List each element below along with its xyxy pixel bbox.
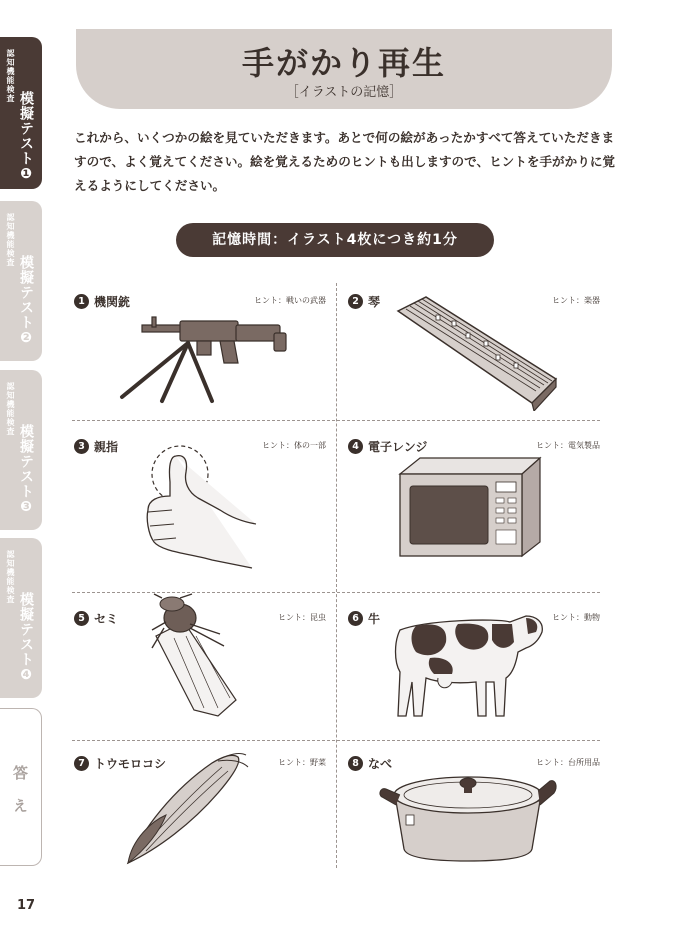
cow-illustration	[386, 612, 556, 722]
memory-time-badge: 記憶時間：イラスト4枚につき約1分	[176, 223, 494, 257]
item-hint: ヒント：野菜	[278, 758, 326, 767]
item-name: 親指	[94, 440, 119, 454]
item-card-4	[346, 428, 608, 578]
item-hint: ヒント：動物	[552, 613, 600, 622]
item-hint: ヒント：体の一部	[262, 441, 326, 450]
side-tab-answers[interactable]	[0, 708, 42, 866]
item-number-badge: 1	[74, 294, 89, 309]
item-name: セミ	[94, 612, 119, 626]
item-card-6	[346, 600, 608, 750]
item-name: トウモロコシ	[94, 757, 167, 771]
item-hint: ヒント：昆虫	[278, 613, 326, 622]
side-tab-mock-test-1[interactable]	[0, 37, 42, 189]
item-number-badge: 3	[74, 439, 89, 454]
thumb-illustration	[132, 442, 262, 577]
page-subtitle: ［イラストの記憶］	[285, 85, 403, 100]
tab-title: 模擬テスト❹	[18, 592, 34, 684]
tab-title: 模擬テスト❸	[18, 424, 34, 516]
item-name: 機関銃	[94, 295, 131, 309]
item-number-badge: 5	[74, 611, 89, 626]
side-tab-mock-test-2[interactable]	[0, 201, 42, 361]
side-tab-mock-test-4[interactable]	[0, 538, 42, 698]
item-number-badge: 8	[348, 756, 363, 771]
tab-category-label: 認知機能検査	[6, 550, 15, 604]
page-title: 手がかり再生	[241, 44, 446, 82]
pot-illustration	[376, 757, 561, 862]
tab-category-label: 認知機能検査	[6, 49, 15, 103]
item-number-badge: 7	[74, 756, 89, 771]
item-hint: ヒント：電気製品	[536, 441, 600, 450]
page-header	[76, 29, 612, 109]
tab-category-label: 認知機能検査	[6, 213, 15, 267]
grid-divider-vertical	[336, 283, 337, 868]
corn-illustration	[122, 749, 252, 867]
item-hint: ヒント：楽器	[552, 296, 600, 305]
tab-answer-label: 答え	[11, 765, 29, 831]
item-hint: ヒント：台所用品	[536, 758, 600, 767]
item-name: なべ	[368, 757, 393, 771]
item-name: 牛	[368, 612, 381, 626]
item-card-3	[72, 428, 334, 578]
microwave-illustration	[398, 456, 543, 561]
tab-category-label: 認知機能検査	[6, 382, 15, 436]
item-card-1	[72, 283, 334, 433]
tab-title: 模擬テスト❶	[18, 91, 34, 183]
item-hint: ヒント：戦いの武器	[254, 296, 326, 305]
item-card-2	[346, 283, 608, 433]
item-card-5	[72, 600, 334, 750]
item-card-8	[346, 745, 608, 895]
item-name: 琴	[368, 295, 381, 309]
side-tab-mock-test-3[interactable]	[0, 370, 42, 530]
cicada-illustration	[134, 592, 254, 722]
item-number-badge: 2	[348, 294, 363, 309]
machine-gun-illustration	[112, 311, 292, 406]
item-card-7	[72, 745, 334, 895]
page-number: 17	[17, 898, 36, 913]
tab-title: 模擬テスト❷	[18, 255, 34, 347]
item-number-badge: 6	[348, 611, 363, 626]
koto-illustration	[396, 291, 561, 411]
intro-text: これから、いくつかの絵を見ていただきます。あとで何の絵があったかすべて答えていただきますので、よく覚えてください。絵を覚えるためのヒントも出しますので、ヒントを手がかりに覚えるようにしてください。	[74, 130, 616, 193]
item-name: 電子レンジ	[368, 440, 428, 454]
item-number-badge: 4	[348, 439, 363, 454]
